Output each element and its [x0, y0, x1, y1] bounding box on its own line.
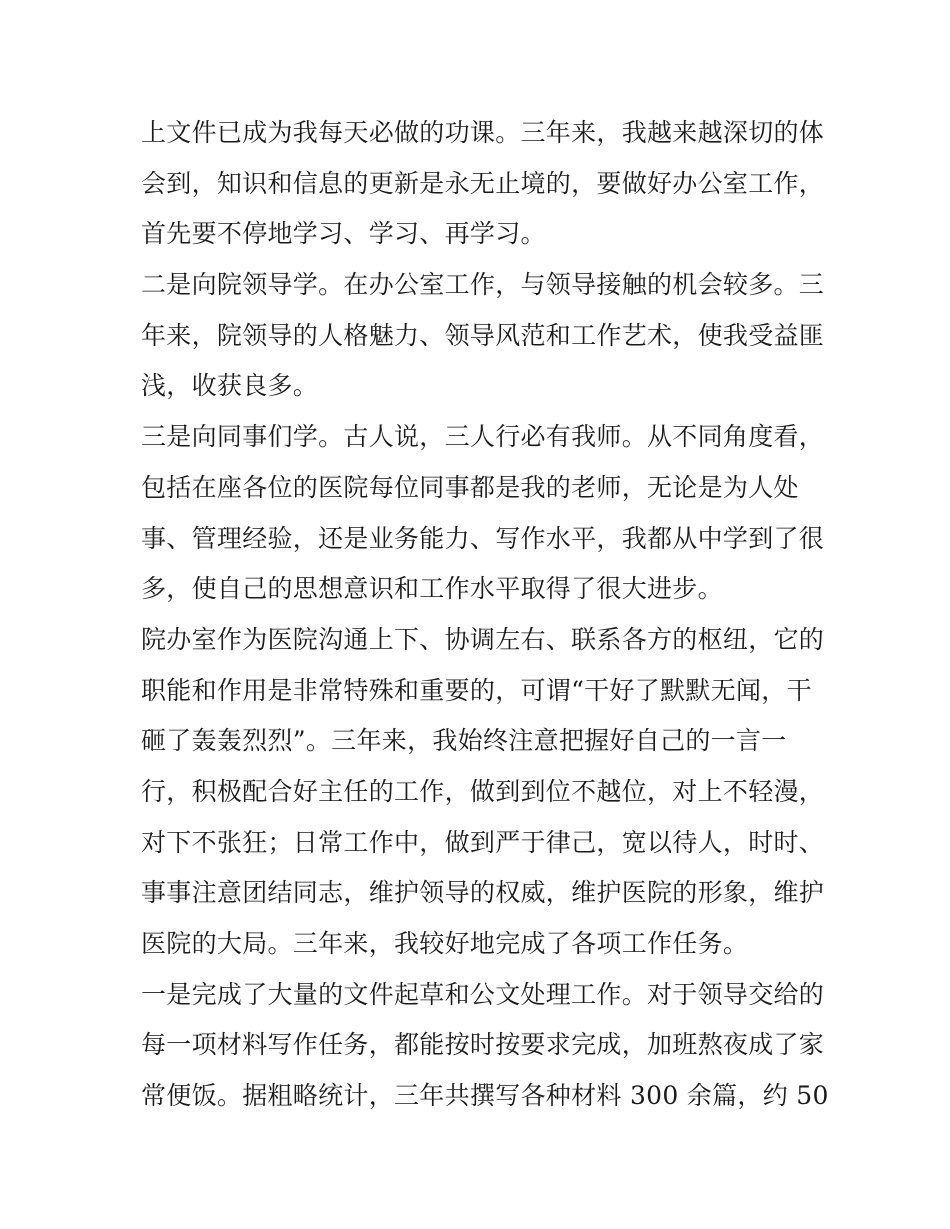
text-line: 每一项材料写作任务，都能按时按要求完成，加班熬夜成了家: [141, 1030, 825, 1060]
text-line: 会到，知识和信息的更新是永无止境的，要做好办公室工作，: [141, 168, 825, 198]
text-line: 一是完成了大量的文件起草和公文处理工作。对于领导交给的: [141, 979, 825, 1009]
text-line: 首先要不停地学习、学习、再学习。: [141, 219, 546, 249]
text-line: 院办室作为医院沟通上下、协调左右、联系各方的枢纽，它的: [141, 624, 825, 654]
text-line: 多，使自己的思想意识和工作水平取得了很大进步。: [141, 574, 723, 604]
text-line: 职能和作用是非常特殊和重要的，可谓“干好了默默无闻，干: [141, 675, 812, 705]
text-line: 对下不张狂；日常工作中，做到严于律己，宽以待人，时时、: [141, 827, 825, 857]
text-line: 砸了轰轰烈烈”。三年来，我始终注意把握好自己的一言一: [141, 726, 787, 756]
text-line: 上文件已成为我每天必做的功课。三年来，我越来越深切的体: [141, 118, 825, 147]
text-line: 包括在座各位的医院每位同事都是我的老师，无论是为人处: [141, 472, 799, 502]
text-line: 年来，院领导的人格魅力、领导风范和工作艺术，使我受益匪: [141, 320, 825, 350]
text-line: 医院的大局。三年来，我较好地完成了各项工作任务。: [141, 929, 749, 958]
text-line: 三是向同事们学。古人说，三人行必有我师。从不同角度看，: [141, 422, 825, 452]
text-line: 行，积极配合好主任的工作，做到到位不越位，对上不轻漫，: [141, 776, 825, 806]
text-line: 二是向院领导学。在办公室工作，与领导接触的机会较多。三: [141, 270, 825, 300]
text-line: 事、管理经验，还是业务能力、写作水平，我都从中学到了很: [141, 523, 825, 553]
text-line: 浅，收获良多。: [141, 371, 319, 401]
text-line: 事事注意团结同志，维护领导的权威，维护医院的形象，维护: [141, 878, 825, 908]
body-text: [141, 108, 829, 1122]
text-line: 常便饭。据粗略统计，三年共撰写各种材料 300 余篇，约 50: [141, 1081, 829, 1111]
